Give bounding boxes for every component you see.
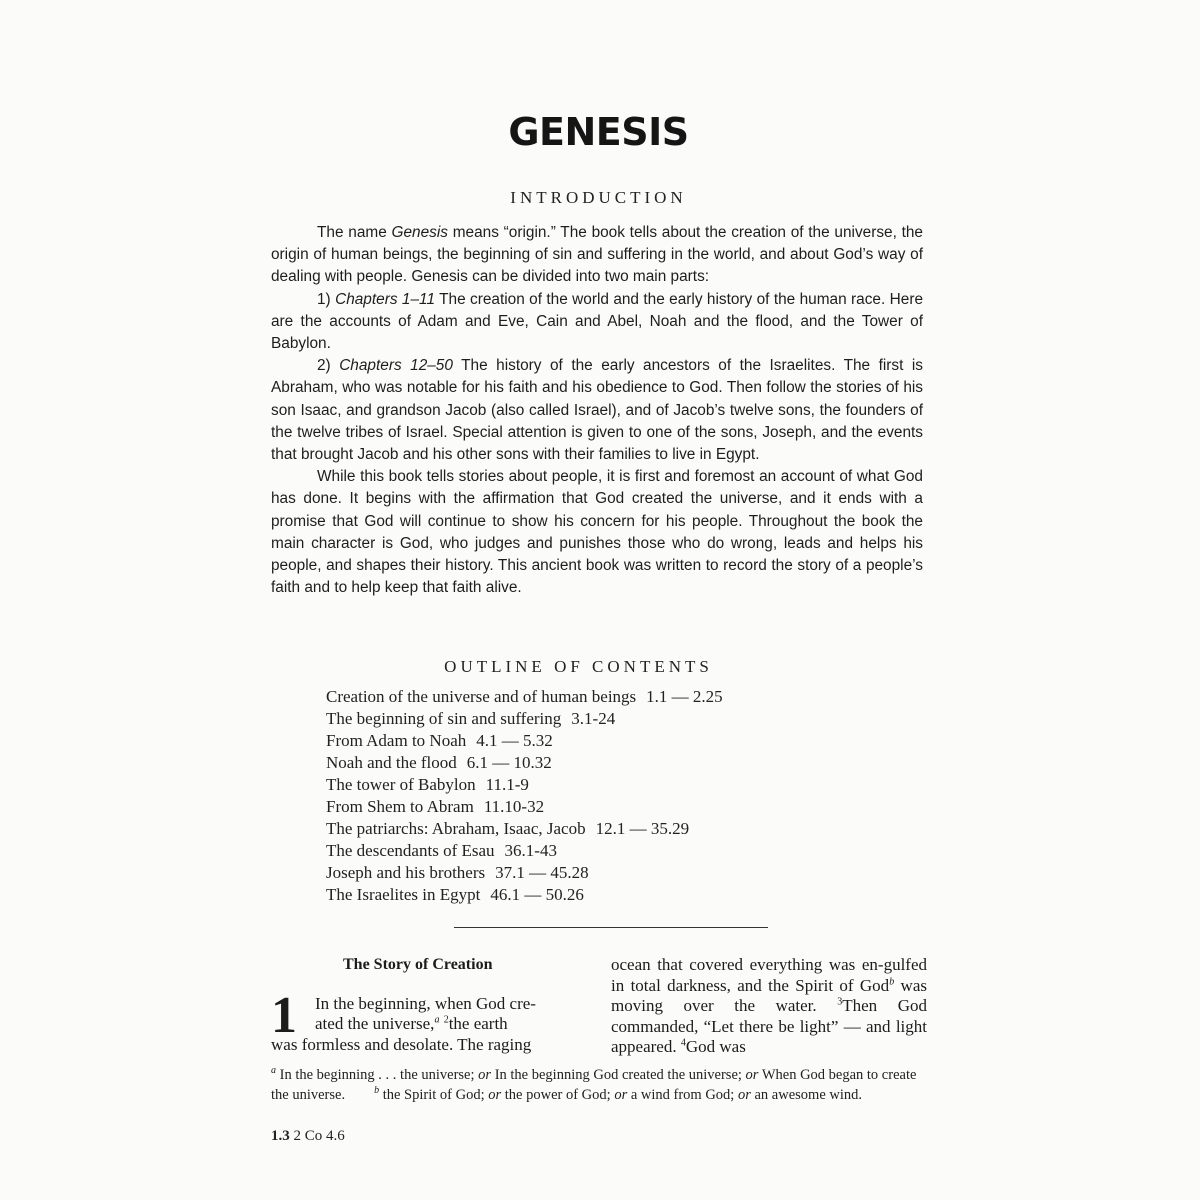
text-column-right: ocean that covered everything was en-gulfed in total darkness, and the Spirit of God$^b$ was moving over the water. $^3$Then God commanded, “Let there be light” — and light appeared. $^4$God was <box>611 955 927 1056</box>
verse-number: 4 <box>680 1037 686 1049</box>
introduction-body <box>271 222 923 599</box>
book-title: GENESIS <box>508 110 689 154</box>
outline-item: The descendants of Esau 36.1-43 <box>326 841 557 860</box>
footnote-marker-b[interactable]: b <box>889 975 895 987</box>
intro-paragraph-4: While this book tells stories about people, it is first and foremost an account of what God has done. It begins with the affirmation that God created the universe, and it ends with a promise that God will continue to show his concern for his people. Throughout the book the main character is God, who judges and punishes those who do wrong, leads and helps his people, and shapes their history. This ancient book was written to record the story of a people’s faith and to help keep that faith alive. <box>271 468 923 597</box>
intro-part-1: 1) Chapters 1–11 The creation of the world and the early history of the human race. Here are the accounts of Adam and Eve, Cain and Abel, Noah and the flood, and the Tower of Babylon. <box>271 290 924 353</box>
verse-number: 3 <box>837 996 843 1008</box>
cross-reference: 1.3 2 Co 4.6 <box>271 1128 345 1144</box>
outline-item: The beginning of sin and suffering 3.1-24 <box>326 709 616 728</box>
outline-list <box>326 686 723 906</box>
introduction-heading: INTRODUCTION <box>510 188 687 207</box>
outline-item: The Israelites in Egypt 46.1 — 50.26 <box>326 885 584 904</box>
outline-item: From Adam to Noah 4.1 — 5.32 <box>326 731 553 750</box>
chapter-number: 1 <box>271 986 297 1044</box>
outline-item: Creation of the universe and of human beings 1.1 — 2.25 <box>326 687 723 706</box>
outline-item: The tower of Babylon 11.1-9 <box>326 775 529 794</box>
outline-heading: OUTLINE OF CONTENTS <box>444 657 713 676</box>
outline-item: Noah and the flood 6.1 — 10.32 <box>326 753 552 772</box>
verse-number: 2 <box>443 1014 449 1026</box>
text-column-left <box>271 955 591 1055</box>
section-heading: The Story of Creation <box>343 956 493 973</box>
section-divider <box>454 927 768 928</box>
footnote-marker-a[interactable]: a <box>434 1014 440 1026</box>
chapter-1-opening: 1 In the beginning, when God cre- ated the universe,$^a$ $^2$the earth was formless and desolate. The raging <box>271 986 536 1054</box>
outline-item: From Shem to Abram 11.10-32 <box>326 797 545 816</box>
outline-item: The patriarchs: Abraham, Isaac, Jacob 12.1 — 35.29 <box>326 819 690 838</box>
footnotes <box>271 1066 931 1105</box>
intro-part-2: 2) Chapters 12–50 The history of the early ancestors of the Israelites. The first is Abraham, who was notable for his faith and his obedience to God. Then follow the stories of his son Isaac, and grandson Jacob (also called Israel), and of Jacob’s twelve sons, the founders of the twelve tribes of Israel. Special attention is given to one of the sons, Joseph, and the events that brought Jacob and his other sons with their families to live in Egypt. <box>271 357 923 464</box>
footnote-a: $^a$ In the beginning . . . the universe; or In the beginning God created the universe; or When God began to create the universe. $^b$ the Spirit of God; or the power of God; or a wind from God; or an awesome wind. <box>271 1065 917 1103</box>
intro-paragraph-1: The name Genesis means “origin.” The book tells about the creation of the universe, the origin of human beings, the beginning of sin and suffering in the world, and about God’s way of dealing with people. Genesis can be divided into two main parts: <box>271 224 923 286</box>
outline-item: Joseph and his brothers 37.1 — 45.28 <box>326 863 589 882</box>
